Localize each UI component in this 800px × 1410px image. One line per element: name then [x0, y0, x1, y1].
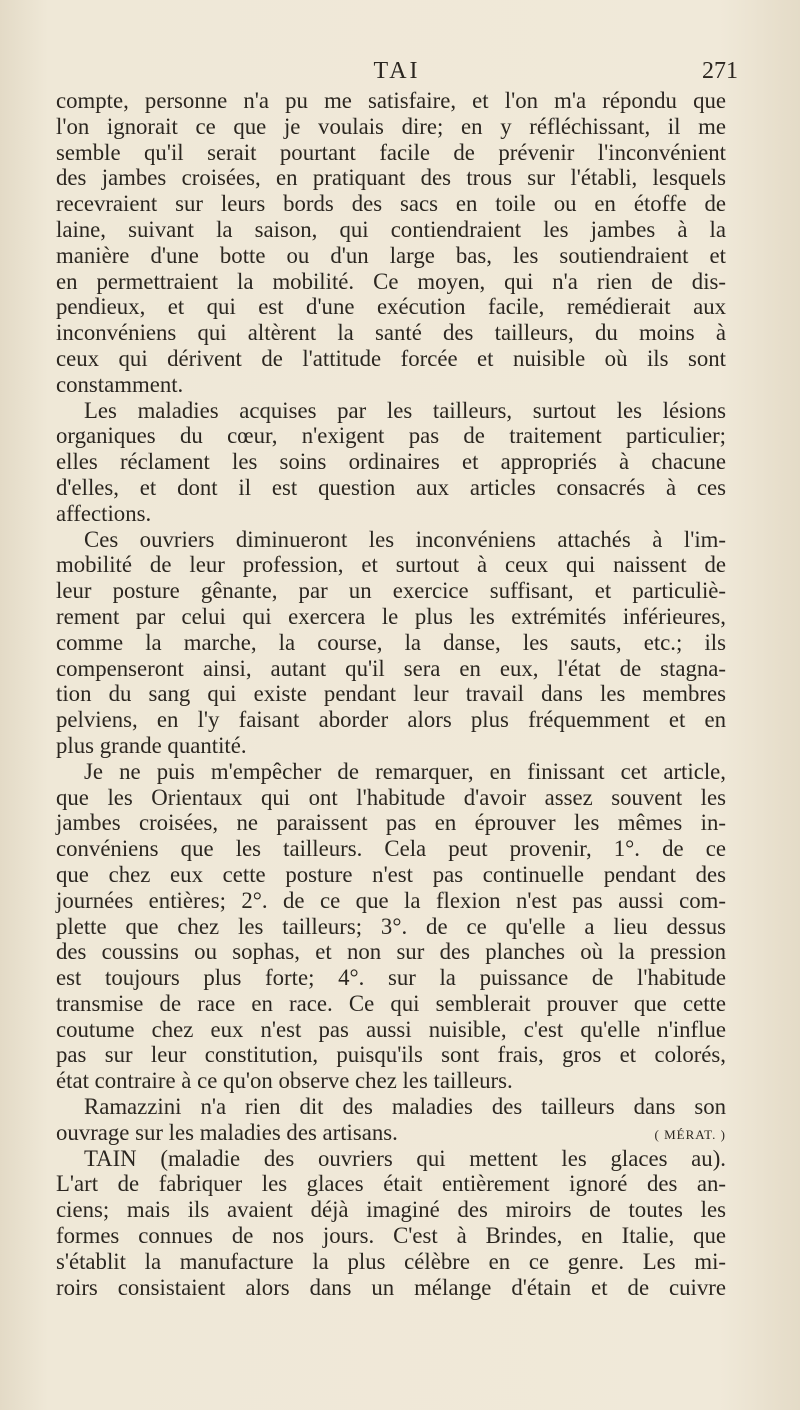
- text-line: pas sur leur constitution, puisqu'ils sont frais, gros et colorés,: [56, 1042, 726, 1068]
- text-line: jambes croisées, ne paraissent pas en éprouver les mêmes in-: [56, 810, 726, 836]
- text-line: recevraient sur leurs bords des sacs en toile ou en étoffe de: [56, 191, 726, 217]
- text-line: ouvrage sur les maladies des artisans.: [56, 1119, 398, 1145]
- text-line: Ramazzini n'a rien dit des maladies des tailleurs dans son: [84, 1094, 726, 1120]
- text-line-with-signature: [56, 1120, 726, 1146]
- text-line: compenseront ainsi, autant qu'il sera en eux, l'état de stagna-: [56, 655, 726, 681]
- text-line: formes connues de nos jours. C'est à Brindes, en Italie, que: [56, 1223, 726, 1249]
- running-head: TAI: [373, 58, 421, 84]
- text-line: manière d'une botte ou d'un large bas, les soutiendraient et: [56, 242, 726, 268]
- text-line: pelviens, en l'y faisant aborder alors plus fréquemment et en: [56, 707, 726, 733]
- text-line: journées entières; 2°. de ce que la flexion n'est pas aussi com-: [56, 887, 726, 913]
- text-line: compte, personne n'a pu me satisfaire, et l'on m'a répondu que: [56, 88, 726, 113]
- text-line: plus grande quantité.: [56, 732, 247, 758]
- text-line: L'art de fabriquer les glaces était entièrement ignoré des an-: [56, 1171, 726, 1197]
- text-line: des coussins ou sophas, et non sur des planches où la pression: [56, 939, 726, 965]
- text-line: transmise de race en race. Ce qui semblerait prouver que cette: [56, 990, 726, 1016]
- text-line: Je ne puis m'empêcher de remarquer, en finissant cet article,: [84, 758, 726, 784]
- text-line: laine, suivant la saison, qui contiendraient les jambes à la: [56, 216, 726, 242]
- page-number: 271: [702, 58, 738, 84]
- text-line: rement par celui qui exercera le plus les extrémités inférieures,: [56, 603, 726, 629]
- text-line: s'établit la manufacture la plus célèbre en ce genre. Les mi-: [56, 1248, 726, 1274]
- text-line: constamment.: [56, 371, 184, 397]
- text-line: coutume chez eux n'est pas aussi nuisible, c'est qu'elle n'influe: [56, 1016, 726, 1042]
- text-line: état contraire à ce qu'on observe chez les tailleurs.: [56, 1068, 513, 1094]
- text-line: pendieux, et qui est d'une exécution facile, remédierait aux: [56, 294, 726, 320]
- text-line: tion du sang qui existe pendant leur travail dans les membres: [56, 681, 726, 707]
- text-line: Les maladies acquises par les tailleurs, surtout les lésions: [84, 397, 726, 423]
- text-line: que chez eux cette posture n'est pas continuelle pendant des: [56, 861, 726, 887]
- author-signature: ( MÉRAT. ): [654, 1126, 726, 1142]
- text-line: plette que chez les tailleurs; 3°. de ce qu'elle a lieu dessus: [56, 913, 726, 939]
- text-line: semble qu'il serait pourtant facile de prévenir l'inconvénient: [56, 139, 726, 165]
- text-line: est toujours plus forte; 4°. sur la puissance de l'habitude: [56, 965, 726, 991]
- text-line: ciens; mais ils avaient déjà imaginé des miroirs de toutes les: [56, 1197, 726, 1223]
- entry-heading-line: TAIN (maladie des ouvriers qui mettent les glaces au).: [84, 1145, 726, 1171]
- text-line: affections.: [56, 500, 152, 526]
- text-line: en permettraient la mobilité. Ce moyen, qui n'a rien de dis-: [56, 268, 726, 294]
- text-line: ceux qui dérivent de l'attitude forcée et nuisible où ils sont: [56, 345, 726, 371]
- text-line: inconvéniens qui altèrent la santé des tailleurs, du moins à: [56, 320, 726, 346]
- text-line: des jambes croisées, en pratiquant des trous sur l'établi, lesquels: [56, 165, 726, 191]
- text-line: Ces ouvriers diminueront les inconvéniens attachés à l'im-: [84, 526, 726, 552]
- text-line: roirs consistaient alors dans un mélange d'étain et de cuivre: [56, 1274, 726, 1300]
- text-line: d'elles, et dont il est question aux articles consacrés à ces: [56, 474, 726, 500]
- page-header: [56, 58, 738, 90]
- text-line: convéniens que les tailleurs. Cela peut provenir, 1°. de ce: [56, 836, 726, 862]
- page-body: [56, 88, 726, 1300]
- text-line: organiques du cœur, n'exigent pas de traitement particulier;: [56, 423, 726, 449]
- text-line: comme la marche, la course, la danse, les sauts, etc.; ils: [56, 629, 726, 655]
- text-line: l'on ignorait ce que je voulais dire; en y réfléchissant, il me: [56, 113, 726, 139]
- text-line: elles réclament les soins ordinaires et appropriés à chacune: [56, 449, 726, 475]
- text-line: mobilité de leur profession, et surtout à ceux qui naissent de: [56, 552, 726, 578]
- text-line: que les Orientaux qui ont l'habitude d'avoir assez souvent les: [56, 784, 726, 810]
- text-line: leur posture gênante, par un exercice suffisant, et particuliè-: [56, 578, 726, 604]
